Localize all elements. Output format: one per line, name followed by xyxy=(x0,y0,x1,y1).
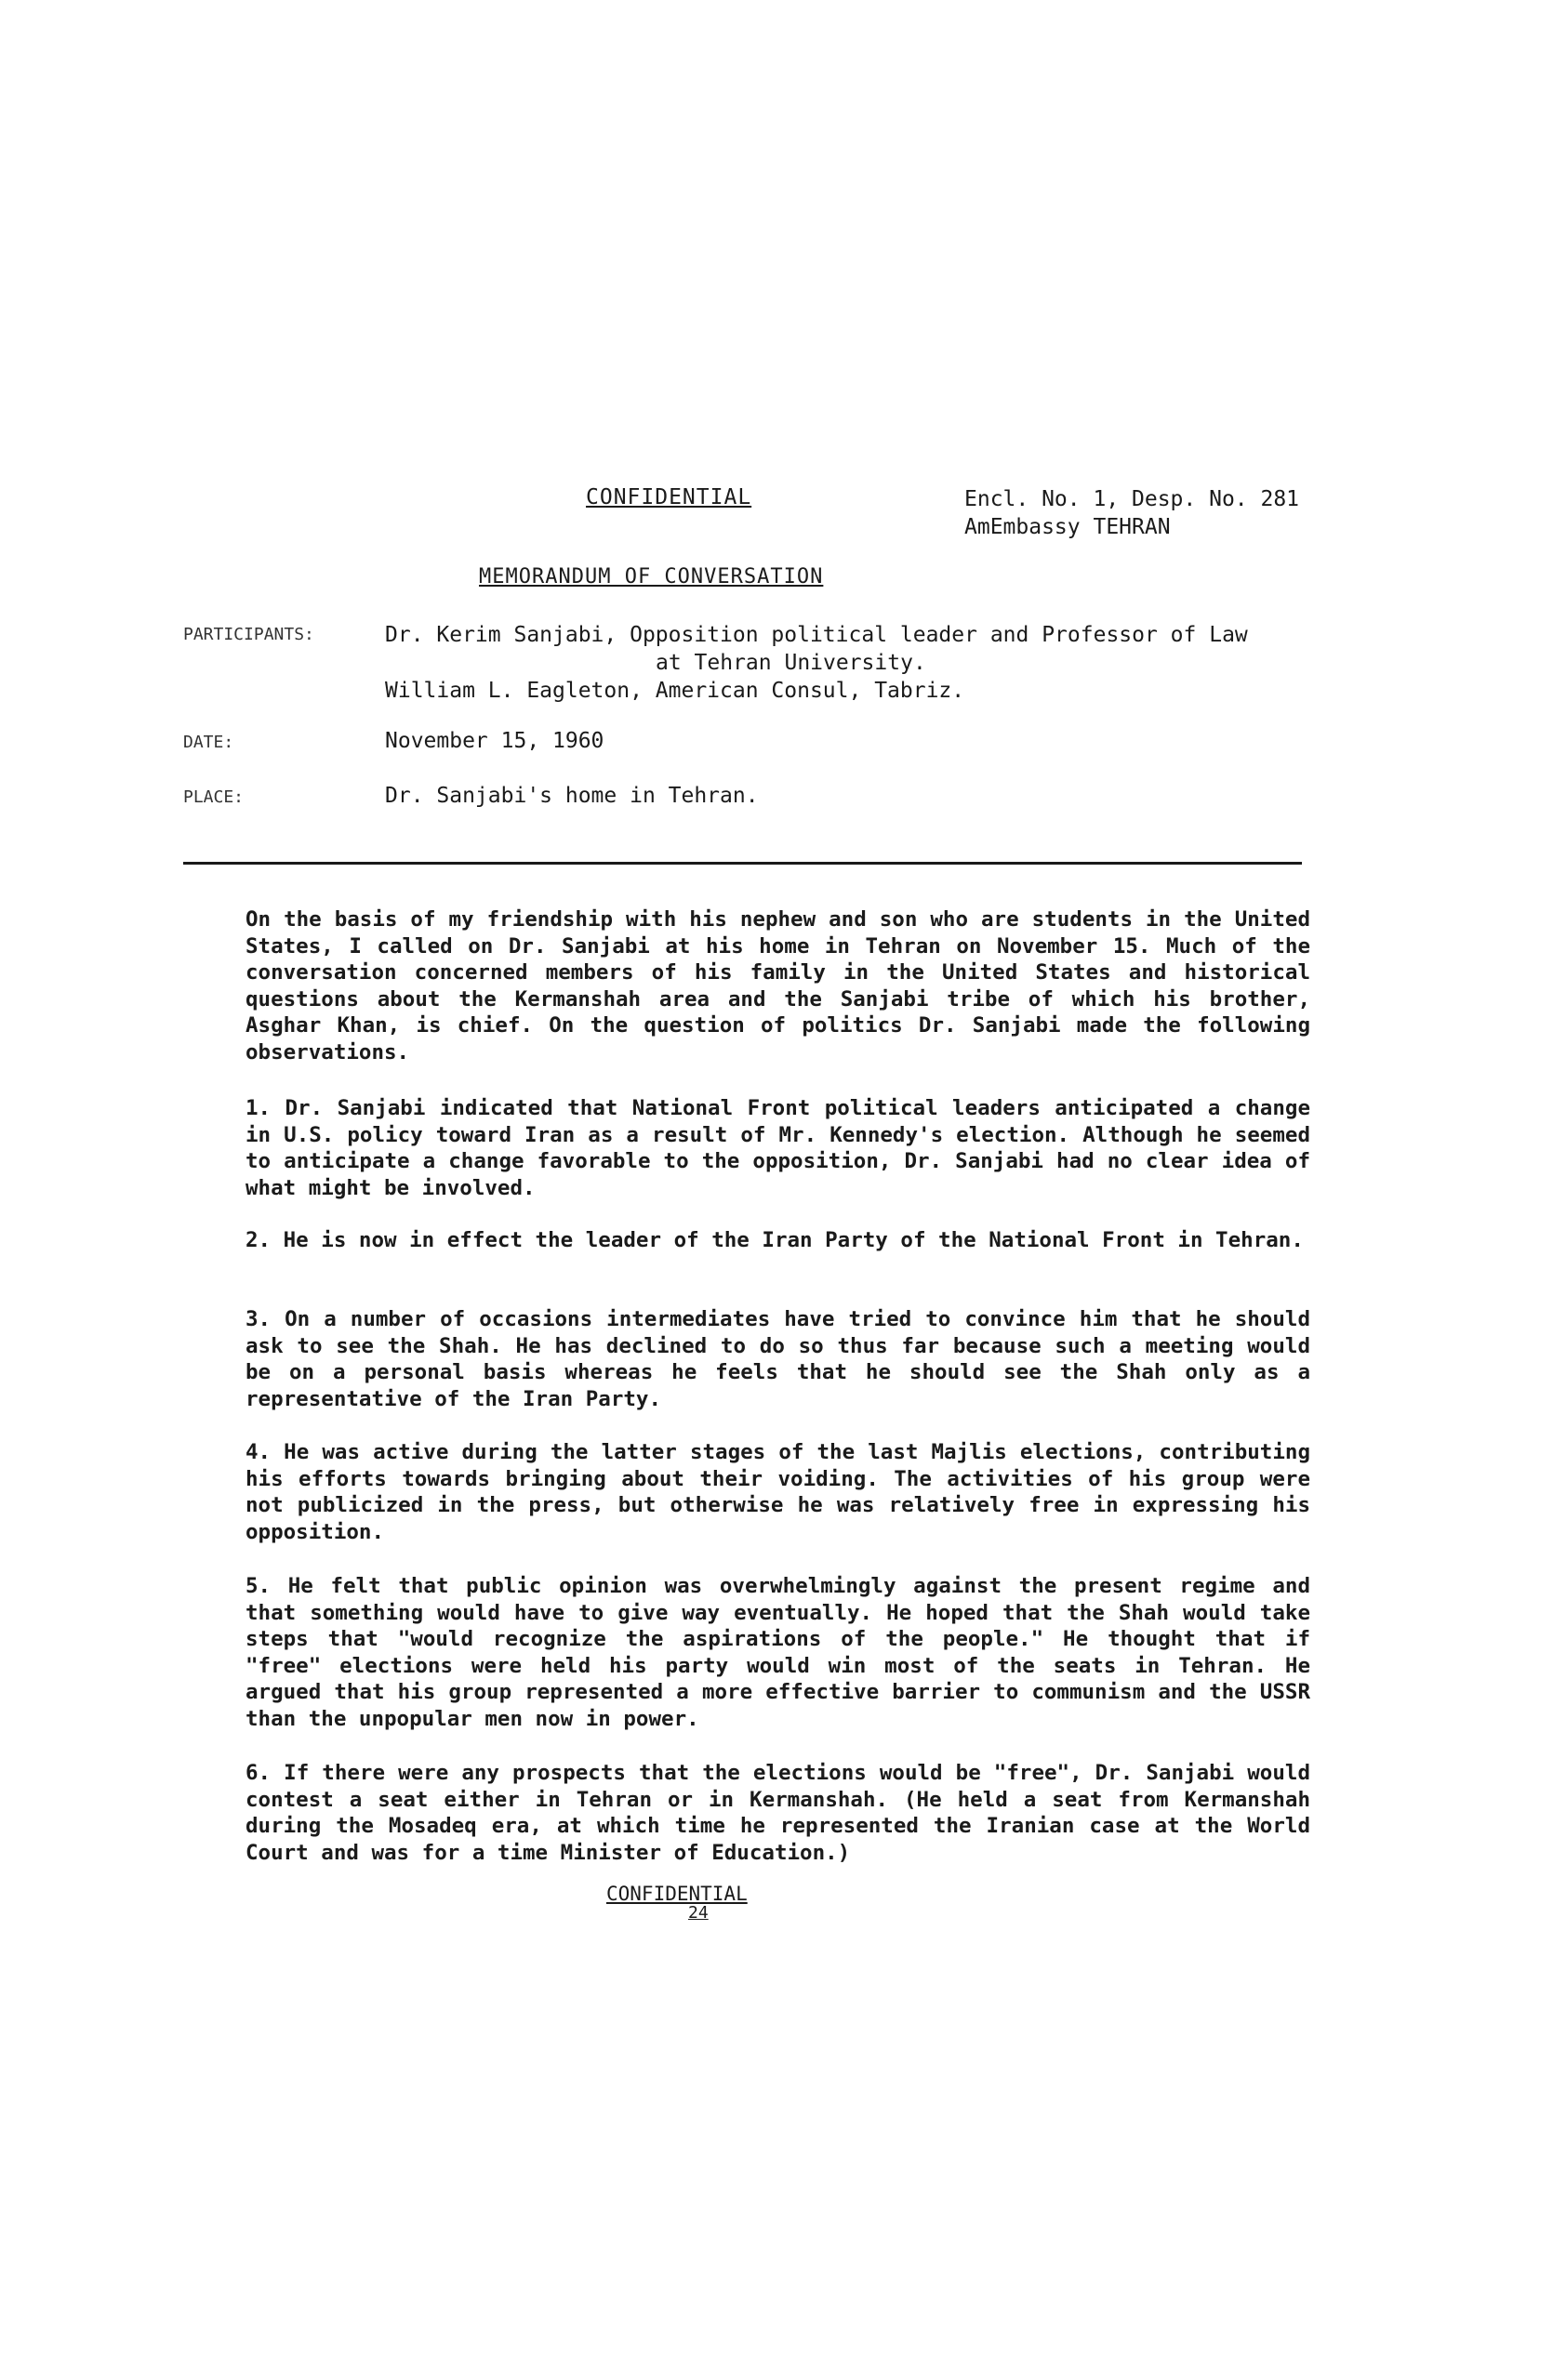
participant-1-line-2: at Tehran University. xyxy=(656,651,926,675)
memo-title: MEMORANDUM OF CONVERSATION xyxy=(479,565,824,588)
intro-paragraph xyxy=(180,906,1310,1065)
participant-2: William L. Eagleton, American Consul, Tabriz. xyxy=(385,679,965,703)
participants-value xyxy=(385,621,1248,705)
date-label: DATE: xyxy=(183,733,234,752)
classification-header: CONFIDENTIAL xyxy=(586,485,752,509)
enclosure-line-1: Encl. No. 1, Desp. No. 281 xyxy=(964,487,1300,511)
enclosure-reference xyxy=(964,485,1299,541)
horizontal-rule xyxy=(183,862,1302,865)
place-label: PLACE: xyxy=(183,787,245,807)
paragraph-5 xyxy=(180,1573,1310,1732)
date-value: November 15, 1960 xyxy=(385,729,604,753)
paragraph-5-text: 5. He felt that public opinion was overwhelmingly against the present regime and that something would have to give way eventually. He hoped that the Shah would take steps that "would recognize the aspirations of the people." He thought that if "free" elections were held his party would win most of the seats in Tehran. He argued that his group represented a more effective barrier to communism and the USSR than the unpopular men now in power. xyxy=(246,1574,1310,1731)
participants-label: PARTICIPANTS: xyxy=(183,625,314,644)
paragraph-3-text: 3. On a number of occasions intermediates have tried to convince him that he should ask to see the Shah. He has declined to do so thus far because such a meeting would be on a personal basis whereas he feels that he should see the Shah only as a representative of the Iran Party. xyxy=(246,1307,1310,1411)
paragraph-6 xyxy=(180,1760,1310,1866)
page-number: 24 xyxy=(688,1903,709,1923)
paragraph-1-text: 1. Dr. Sanjabi indicated that National Front political leaders anticipated a change in U.S. policy toward Iran as a result of Mr. Kennedy's election. Although he seemed to anticipate a change favorable to the opposition, Dr. Sanjabi had no clear idea of what might be involved. xyxy=(246,1096,1310,1200)
enclosure-line-2: AmEmbassy TEHRAN xyxy=(964,515,1171,539)
intro-text: On the basis of my friendship with his nephew and son who are students in the United States, I called on Dr. Sanjabi at his home in Tehran on November 15. Much of the conversation concerned members of his family in the United States and historical questions about the Kermanshah area and the Sanjabi tribe of which his brother, Asghar Khan, is chief. On the question of politics Dr. Sanjabi made the following observations. xyxy=(246,907,1310,1064)
paragraph-4 xyxy=(180,1439,1310,1545)
paragraph-2 xyxy=(180,1227,1310,1254)
place-value: Dr. Sanjabi's home in Tehran. xyxy=(385,784,759,808)
paragraph-2-text: 2. He is now in effect the leader of the Iran Party of the National Front in Tehran. xyxy=(246,1228,1304,1252)
paragraph-3 xyxy=(180,1306,1310,1412)
paragraph-6-text: 6. If there were any prospects that the elections would be "free", Dr. Sanjabi would contest a seat either in Tehran or in Kermanshah. (He held a seat from Kermanshah during the Mosadeq era, at which time he represented the Iranian case at the World Court and was for a time Minister of Education.) xyxy=(246,1761,1310,1865)
participant-1-line-1: Dr. Kerim Sanjabi, Opposition political leader and Professor of Law xyxy=(385,623,1248,647)
paragraph-1 xyxy=(180,1095,1310,1201)
classification-footer: CONFIDENTIAL xyxy=(606,1883,748,1905)
paragraph-4-text: 4. He was active during the latter stages of the last Majlis elections, contributing his efforts towards bringing about their voiding. The activities of his group were not publicized in the press, but otherwise he was relatively free in expressing his opposition. xyxy=(246,1440,1310,1544)
